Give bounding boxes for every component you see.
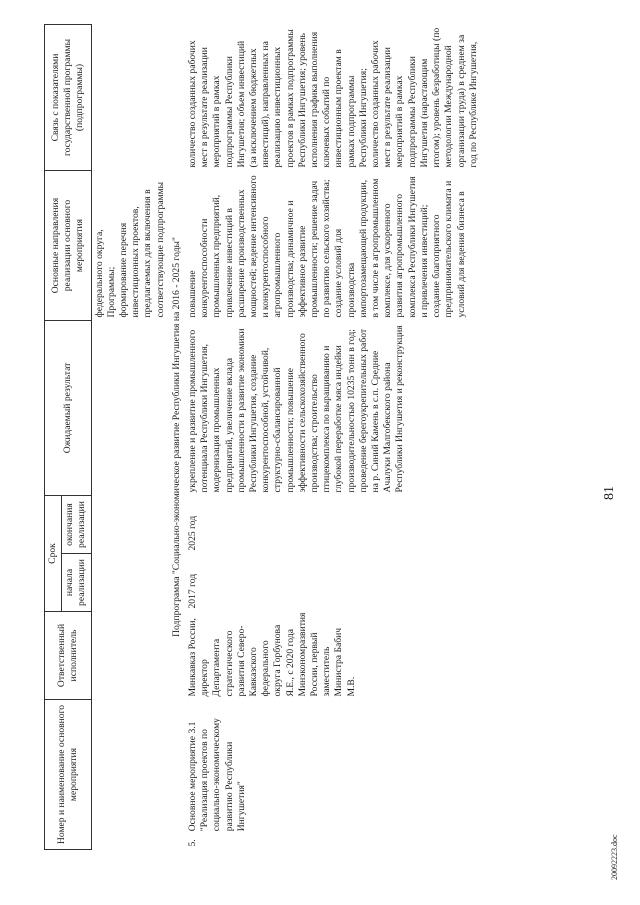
row-directions: повышение конкурентоспособности промышленных предприятий, привлечение инвестиций в расширение производственных мощностей; ведение интенсивного и конкурентоспособного агропромышленного производства; динамичное и эффективное развитие промышленности; решение задач по развитию сельского хозяйства; создание условий для производства импортозамещающей продукции, в том числе в агропромышленном комплексе, для ускоренного развития агропромышленного комплекса Республики Ингушетия и привлечения инвестиций; создание благоприятного предпринимательского климата и условий для ведения бизнеса в — [187, 175, 467, 318]
header-term-start: начала реализации — [62, 554, 91, 612]
table-row — [185, 25, 482, 850]
row-start: 2017 год — [187, 573, 199, 609]
continuation-row — [91, 25, 169, 850]
header-expected: Ожидаемый результат — [45, 321, 92, 496]
continuation-directions: федерального округа, Программы; формирование перечня инвестиционных проектов, предлагаемых для включения в соответствующие подпрограммы — [93, 181, 166, 318]
measures-table — [44, 24, 482, 850]
subprogram-title-row — [169, 25, 185, 850]
header-responsible: Ответственный исполнитель — [45, 612, 92, 700]
doc-filename: 20092223.doc — [610, 834, 619, 880]
subprogram-title: Подпрограмма "Социально-экономическое развитие Республики Ингушетия на 2016 - 2025 годы" — [170, 237, 182, 637]
header-term: Срок — [45, 496, 62, 612]
row-number: 5. — [187, 839, 199, 847]
row-link: количество созданных рабочих мест в результате реализации мероприятий в рамках подпрограммы Республики Ингушетия; объем инвестиций (за исключением бюджетных инвестиций), направленных на реализацию инвестиционных проектов в рамках подпрограммы Республики Ингушетия; уровень исполнения графика выполнения ключевых событий по инвестиционным проектам в рамках подпрограммы Республики Ингушетия; количество созданных рабочих мест в результате реализации мероприятий в рамках подпрограммы Республики Ингушетия (нарастающим итогом); уровень безработицы (по методологии Международной организации труда) в среднем за год по Республике Ингушетия, — [187, 27, 479, 168]
row-expected: укрепление и развитие промышленного потенциала Республики Ингушетия, модернизация промышленных предприятий, увеличение вклада промышленности в развитие экономики Республики Ингушетия, создание конкурентоспособной, устойчивой, структурно-сбалансированной промышленности; повышение эффективности сельскохозяйственного производства; строительство птицекомплекса по выращиванию и глубокой переработке мяса индейки производительностью 10235 тонн в год; проведение берегоукрепительных работ на р. Синий Камень в с.п. Средние Ачалуки Малгобекского района Республики Ингушетия и реконструкция — [187, 325, 406, 493]
header-term-end: окончания реализации — [62, 496, 91, 554]
header-num-name: Номер и наименование основного мероприятия — [45, 700, 92, 850]
page-number: 81 — [602, 486, 617, 500]
header-link: Связь с показателями государственной программы (подпрограммы) — [45, 25, 92, 171]
row-responsible: Минкавказ России, директор Департамента стратегического развития Северо-Кавказского федерального округа Горбунова Я.Е., с 2020 года Минэкономразвития России, первый заместитель Министра Бабич М.В. — [187, 612, 357, 697]
rotated-content — [20, 20, 620, 880]
row-name: Основное мероприятие 3.1 "Реализация проектов по социально-экономическому развитию Республики Ингушетия" — [187, 718, 247, 832]
row-number-name — [185, 700, 250, 850]
row-end: 2025 год — [187, 515, 199, 551]
header-row — [45, 25, 62, 850]
header-directions: Основные направления реализации основного мероприятия — [45, 171, 92, 321]
